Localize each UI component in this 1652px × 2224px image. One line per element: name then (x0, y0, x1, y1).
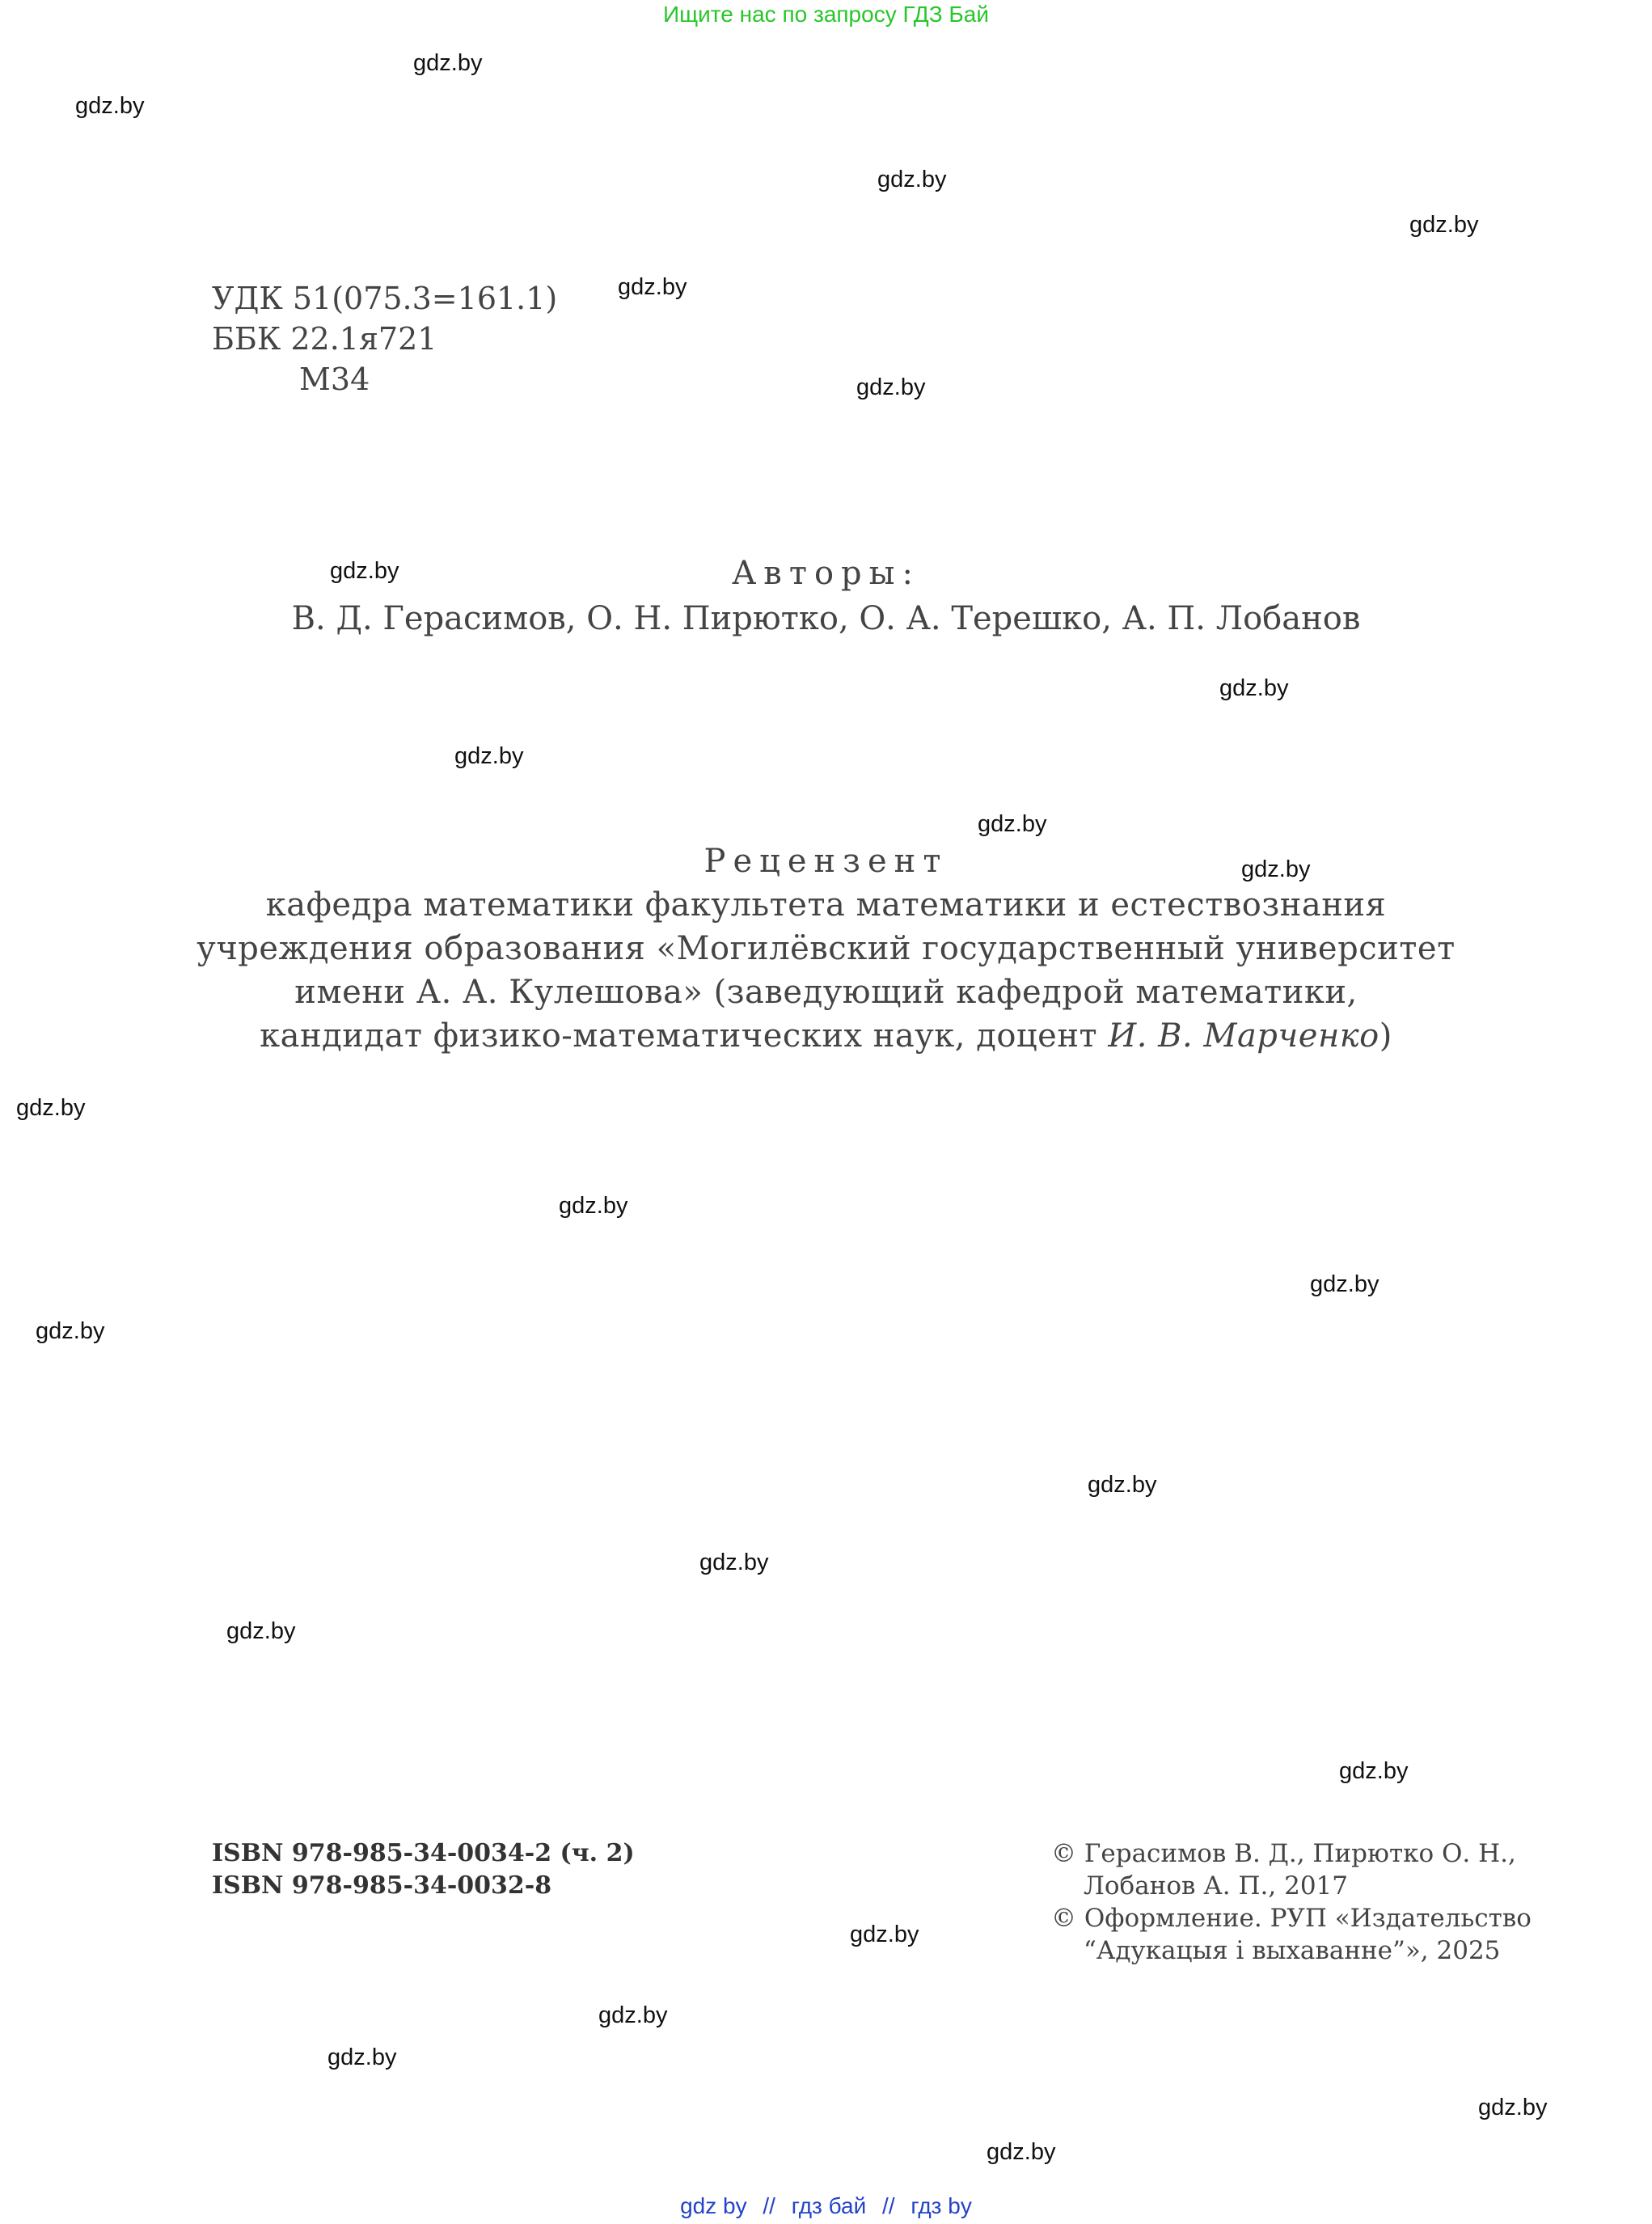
authors-heading: Авторы: (732, 555, 920, 592)
copyright-block (1051, 1837, 1532, 1967)
watermark: gdz.by (1310, 1271, 1379, 1297)
watermark: gdz.by (850, 1922, 919, 1947)
watermark: gdz.by (559, 1193, 628, 1219)
bbk-code: ББК 22.1я721 (212, 321, 437, 357)
footer-link-gdz-bai[interactable]: гдз бай (791, 2193, 867, 2218)
watermark: gdz.by (36, 1318, 105, 1344)
watermark: gdz.by (856, 374, 926, 400)
watermark: gdz.by (75, 93, 145, 119)
watermark: gdz.by (16, 1095, 86, 1121)
reviewer-head-name: И. В. Марченко (1108, 1017, 1379, 1055)
reviewer-line-close: ) (1379, 1017, 1392, 1055)
reviewer-line: учреждения образования «Могилёвский государственный университет (196, 930, 1456, 967)
footer-link-gdz-by-ru[interactable]: гдз by (911, 2193, 972, 2218)
reviewer-line: кафедра математики факультета математики и естествознания (265, 886, 1387, 924)
udk-code: УДК 51(075.3=161.1) (212, 281, 558, 316)
reviewer-line (0, 1014, 1652, 1058)
reviewer-line-prefix: кандидат физико-математических наук, доцент (260, 1017, 1109, 1055)
classification-block (212, 278, 557, 400)
footer-links (0, 2193, 1652, 2219)
watermark: gdz.by (1088, 1472, 1157, 1498)
footer-link-gdz-by[interactable]: gdz by (680, 2193, 747, 2218)
watermark: gdz.by (618, 274, 687, 300)
watermark: gdz.by (327, 2044, 397, 2070)
search-banner: Ищите нас по запросу ГДЗ Бай (662, 2, 990, 27)
reviewer-text (0, 883, 1652, 1058)
reviewer-line: имени А. А. Кулешова» (заведующий кафедрой математики, (294, 974, 1358, 1011)
watermark: gdz.by (1339, 1758, 1409, 1784)
watermark: gdz.by (1241, 856, 1311, 882)
isbn-block (212, 1837, 635, 1902)
watermark: gdz.by (413, 50, 483, 76)
watermark: gdz.by (226, 1618, 296, 1644)
watermark: gdz.by (1219, 675, 1289, 701)
authors-names: В. Д. Герасимов, О. Н. Пирютко, О. А. Терешко, А. П. Лобанов (291, 600, 1361, 637)
watermark: gdz.by (1409, 212, 1479, 238)
watermark: gdz.by (978, 811, 1047, 837)
copyright-line: © Оформление. РУП «Издательство (1051, 1904, 1532, 1933)
author-sign-code: М34 (299, 362, 370, 397)
footer-separator: // (882, 2193, 895, 2218)
reviewer-block (0, 839, 1652, 1058)
copyright-line: “Адукацыя і выхаванне”», 2025 (1084, 1936, 1501, 1965)
copyright-line: © Герасимов В. Д., Пирютко О. Н., (1051, 1839, 1516, 1868)
watermark: gdz.by (877, 167, 947, 192)
reviewer-heading: Рецензент (703, 843, 949, 880)
footer-separator: // (763, 2193, 775, 2218)
watermark: gdz.by (1478, 2095, 1548, 2120)
authors-block (0, 552, 1652, 642)
watermark: gdz.by (987, 2139, 1056, 2165)
copyright-line: Лобанов А. П., 2017 (1084, 1871, 1348, 1901)
watermark: gdz.by (598, 2002, 668, 2028)
isbn-set: ISBN 978-985-34-0032-8 (212, 1871, 552, 1900)
isbn-part: ISBN 978-985-34-0034-2 (ч. 2) (212, 1839, 635, 1867)
watermark: gdz.by (699, 1550, 769, 1575)
watermark: gdz.by (330, 558, 399, 584)
watermark: gdz.by (454, 743, 524, 769)
